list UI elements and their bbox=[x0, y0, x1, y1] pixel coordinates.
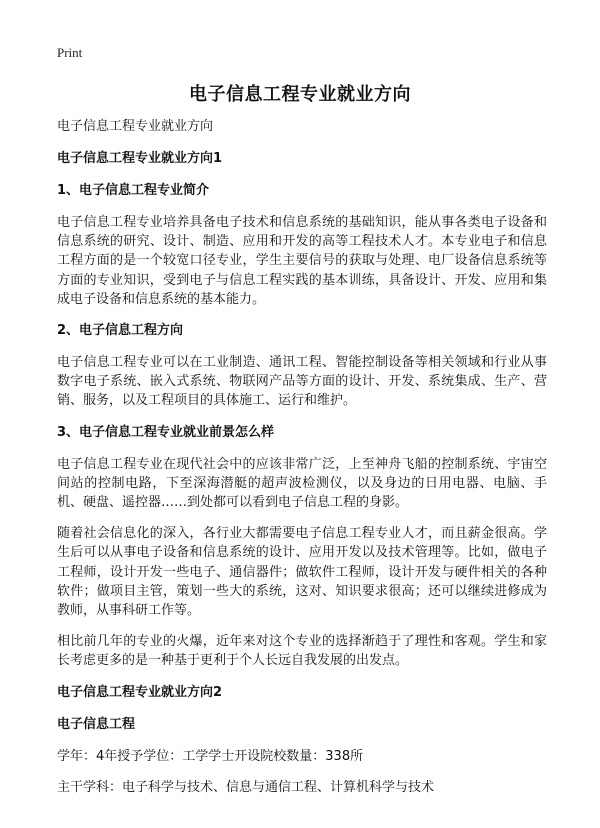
section2-heading: 电子信息工程专业就业方向2 bbox=[57, 684, 223, 700]
section2-sub-heading: 电子信息工程 bbox=[57, 716, 136, 732]
section1-heading: 电子信息工程专业就业方向1 bbox=[57, 151, 223, 166]
section1-sub3-paragraph-3: 相比前几年的专业的火爆，近年来对这个专业的选择渐趋于了理性和客观。学生和家长考虑更多的是一种基于更利于个人长远自我发展的出发点。 bbox=[57, 634, 547, 669]
section1-sub2-heading: 2、电子信息工程方向 bbox=[57, 323, 184, 339]
page-title: 电子信息工程专业就业方向 bbox=[189, 84, 411, 105]
section1-sub2-paragraph: 电子信息工程专业可以在工业制造、通讯工程、智能控制设备等相关领域和行业从事数字电子系统、嵌入式系统、物联网产品等方面的设计、开发、系统集成、生产、营销、服务，以及工程项目的具体施工、运行和维护。 bbox=[57, 355, 547, 409]
print-link[interactable]: Print bbox=[57, 45, 83, 60]
article-subtitle: 电子信息工程专业就业方向 bbox=[57, 119, 214, 134]
section1-sub1-heading: 1、电子信息工程专业简介 bbox=[57, 183, 210, 198]
section1-sub3-paragraph-2: 随着社会信息化的深入，各行业大都需要电子信息工程专业人才，而且薪金很高。学生后可以从事电子设备和信息系统的设计、应用开发以及技术管理等。比如，做电子工程师，设计开发一些电子、通信器件；做软件工程师，设计开发与硬件相关的各种软件；做项目主管，策划一些大的系统，这对、知识要求很高；还可以继续进修成为教师，从事科研工作等。 bbox=[57, 526, 547, 619]
section2-line-2: 主干学科：电子科学与技术、信息与通信工程、计算机科学与技术 bbox=[57, 779, 435, 795]
article-body bbox=[57, 117, 547, 809]
section1-sub1-paragraph: 电子信息工程专业培养具备电子技术和信息系统的基础知识，能从事各类电子设备和信息系统的研究、设计、制造、应用和开发的高等工程技术人才。本专业电子和信息工程方面的是一个较宽口径专业，学生主要信号的获取与处理、电厂设备信息系统等方面的专业知识，受到电子与信息工程实践的基本训练，具备设计、开发、应用和集成电子设备和信息系统的基本能力。 bbox=[57, 215, 547, 307]
section1-sub3-paragraph-1: 电子信息工程专业在现代社会中的应该非常广泛，上至神舟飞船的控制系统、宇宙空间站的控制电路，下至深海潜艇的超声波检测仪，以及身边的日用电器、电脑、手机、硬盘、遥控器……到处都可以看到电子信息工程的身影。 bbox=[57, 456, 547, 511]
section2-line-1: 学年：4年授予学位：工学学士开设院校数量：338所 bbox=[57, 748, 364, 764]
section1-sub3-heading: 3、电子信息工程专业就业前景怎么样 bbox=[57, 424, 275, 440]
